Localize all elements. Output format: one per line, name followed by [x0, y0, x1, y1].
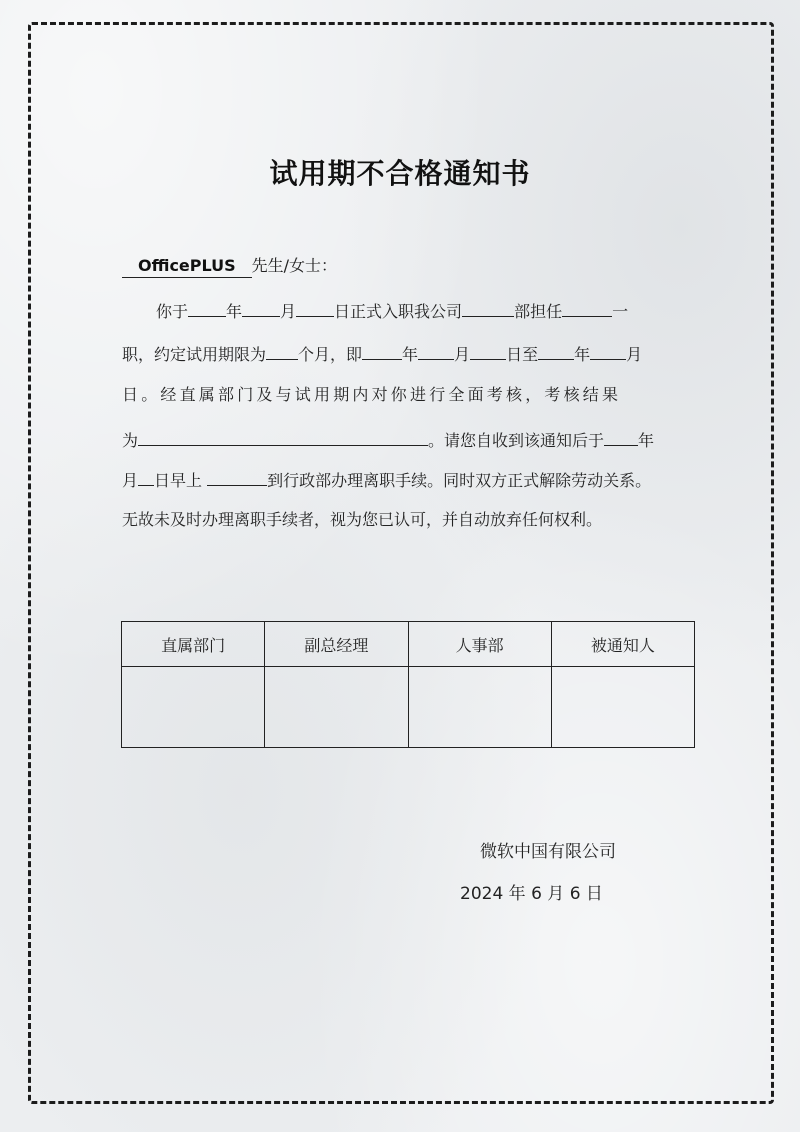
signature-header-row [122, 622, 695, 667]
signature-cell-vp [265, 667, 408, 748]
blank-result [138, 427, 428, 446]
blank-dept [462, 298, 514, 317]
signature-cell-notified [551, 667, 694, 748]
recipient-line [122, 255, 337, 278]
blank-end-year [538, 341, 574, 360]
blank-year [188, 298, 226, 317]
header-hr: 人事部 [408, 622, 551, 667]
recipient-name: OfficePLUS [122, 255, 252, 278]
header-vp: 副总经理 [265, 622, 408, 667]
blank-end-month [590, 341, 626, 360]
signature-cell-direct-dept [122, 667, 265, 748]
blank-leave-day [138, 467, 154, 486]
blank-month [242, 298, 280, 317]
header-direct-dept: 直属部门 [122, 622, 265, 667]
header-notified: 被通知人 [551, 622, 694, 667]
issue-date: 2024 年 6 月 6 日 [460, 884, 603, 904]
body-line-6: 无故未及时办理离职手续者，视为您已认可，并自动放弃任何权利。 [122, 510, 603, 529]
document-title: 试用期不合格通知书 [269, 157, 531, 190]
blank-day [296, 298, 334, 317]
blank-leave-time [207, 467, 267, 486]
signature-row [122, 667, 695, 748]
blank-leave-year [604, 427, 638, 446]
signature-cell-hr [408, 667, 551, 748]
blank-start-day [470, 341, 506, 360]
salutation: 先生/女士： [251, 256, 338, 275]
body-line-3: 日。经直属部门及与试用期内对你进行全面考核，考核结果 [122, 385, 622, 404]
blank-position [562, 298, 612, 317]
body-line-5: 月 日早上 到行政部办理离职手续。同时双方正式解除劳动关系。 [122, 467, 651, 492]
body-line-4: 为 。请您自收到该通知后于 年 [122, 427, 654, 452]
company-name: 微软中国有限公司 [480, 842, 616, 862]
body-line-1: 你于 年 月 日正式入职我公司 部担任 一 [156, 298, 628, 323]
blank-start-year [362, 341, 402, 360]
blank-months [266, 341, 298, 360]
signature-table [121, 621, 695, 748]
blank-start-month [418, 341, 454, 360]
body-line-2: 职，约定试用期限为 个月，即 年 月 日至 年 月 [122, 341, 642, 366]
